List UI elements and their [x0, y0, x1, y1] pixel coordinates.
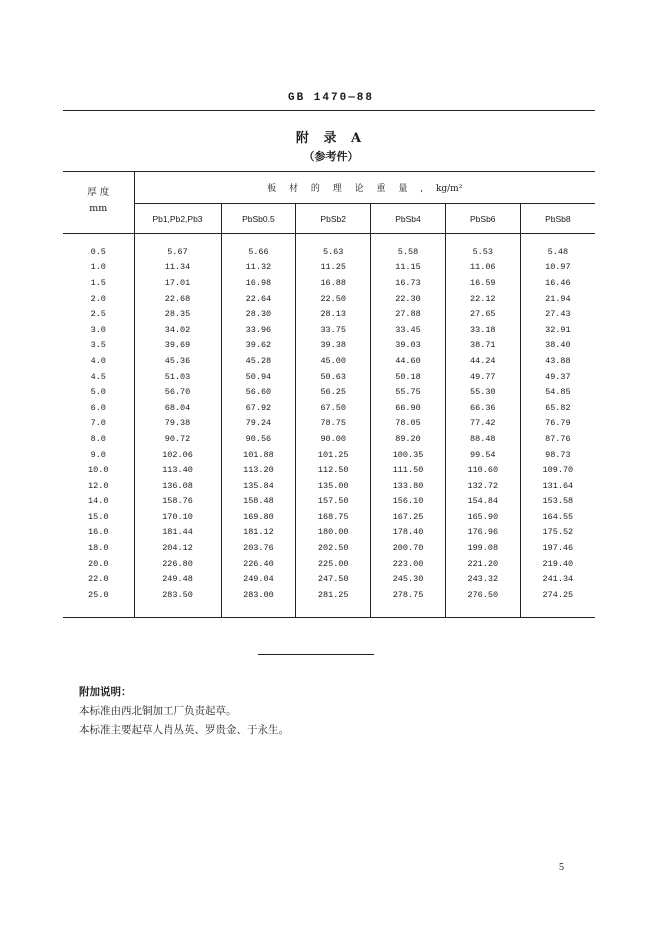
weight-cell: 38.40: [520, 338, 595, 354]
thickness-cell: 2.5: [90, 309, 106, 320]
weight-cell: 11.32: [221, 260, 296, 276]
weight-cell: 158.48: [221, 494, 296, 510]
spacer-cell: [134, 234, 221, 245]
weight-cell: 157.50: [296, 494, 371, 510]
weight-cell: 33.45: [371, 322, 446, 338]
weight-cell: 67.92: [221, 400, 296, 416]
weight-cell: 202.50: [296, 540, 371, 556]
weight-cell: 178.40: [371, 525, 446, 541]
weight-cell: 39.38: [296, 338, 371, 354]
weight-cell: 112.50: [296, 462, 371, 478]
thickness-cell: 12.0: [88, 480, 109, 491]
thickness-cell: 25.0: [63, 587, 134, 617]
appendix-subtitle: （参考件）: [303, 150, 359, 163]
weight-cell: 39.03: [371, 338, 446, 354]
weight-cell: 249.48: [134, 571, 221, 587]
weight-cell: 245.30: [371, 571, 446, 587]
notes-line: 本标准由西北铜加工厂负责起草。: [79, 705, 237, 717]
weight-cell: 221.20: [445, 556, 520, 572]
spacer-cell: [520, 234, 595, 245]
weight-cell: 283.50: [134, 587, 221, 617]
weight-cell: 16.98: [221, 275, 296, 291]
weight-cell: 131.64: [520, 478, 595, 494]
column-header: PbSb8: [520, 204, 595, 234]
thickness-cell: 8.0: [90, 433, 106, 444]
weight-cell: 158.76: [134, 494, 221, 510]
weight-cell: 66.36: [445, 400, 520, 416]
notes-title: 附加说明：: [79, 686, 132, 698]
weight-cell: 109.70: [520, 462, 595, 478]
weight-cell: 22.12: [445, 291, 520, 307]
weight-cell: 98.73: [520, 447, 595, 463]
weight-cell: 33.75: [296, 322, 371, 338]
table-row: [63, 587, 595, 617]
table-row: [63, 447, 595, 463]
table-row: [63, 306, 595, 322]
weight-cell: 51.03: [134, 369, 221, 385]
weight-cell: 283.00: [221, 587, 296, 617]
weight-cell: 50.18: [371, 369, 446, 385]
spacer-cell: [221, 234, 296, 245]
weight-cell: 133.80: [371, 478, 446, 494]
weight-cell: 204.12: [134, 540, 221, 556]
weight-cell: 68.04: [134, 400, 221, 416]
weight-cell: 66.90: [371, 400, 446, 416]
weight-cell: 33.18: [445, 322, 520, 338]
weight-cell: 225.00: [296, 556, 371, 572]
weight-cell: 87.76: [520, 431, 595, 447]
spacer-cell: [371, 234, 446, 245]
table-body: [63, 234, 595, 618]
weight-cell: 101.25: [296, 447, 371, 463]
thickness-label: 厚 度: [87, 187, 110, 198]
weight-cell: 45.28: [221, 353, 296, 369]
thickness-cell: 2.0: [90, 293, 106, 304]
spacer-cell: [445, 234, 520, 245]
thickness-cell: 20.0: [88, 558, 109, 569]
weight-cell: 27.88: [371, 306, 446, 322]
thickness-cell: 4.0: [90, 355, 106, 366]
weight-cell: 156.10: [371, 494, 446, 510]
thickness-cell: 0.5: [90, 246, 106, 257]
weight-cell: 67.50: [296, 400, 371, 416]
weight-cell: 176.96: [445, 525, 520, 541]
weight-cell: 164.55: [520, 509, 595, 525]
page-number: 5: [559, 862, 564, 873]
thickness-cell: 4.5: [90, 371, 106, 382]
weight-cell: 153.58: [520, 494, 595, 510]
weight-cell: 168.75: [296, 509, 371, 525]
table-row: [63, 494, 595, 510]
thickness-cell: 9.0: [90, 449, 106, 460]
weight-cell: 44.24: [445, 353, 520, 369]
weight-cell: 219.40: [520, 556, 595, 572]
weight-cell: 56.25: [296, 384, 371, 400]
thickness-cell: 16.0: [88, 527, 109, 538]
weight-group-unit: kg/m²: [435, 184, 463, 194]
weight-cell: 16.73: [371, 275, 446, 291]
column-header: PbSb4: [371, 204, 446, 234]
thickness-cell: 15.0: [88, 511, 109, 522]
weight-cell: 226.80: [134, 556, 221, 572]
weight-cell: 28.13: [296, 306, 371, 322]
weight-cell: 136.08: [134, 478, 221, 494]
thickness-cell: 6.0: [90, 402, 106, 413]
table-row: [63, 509, 595, 525]
weight-cell: 281.25: [296, 587, 371, 617]
weight-cell: 200.70: [371, 540, 446, 556]
table-row: [63, 431, 595, 447]
appendix-title: 附 录 A: [295, 131, 367, 146]
table-row: [63, 338, 595, 354]
table-row: [63, 540, 595, 556]
weight-cell: 39.62: [221, 338, 296, 354]
thickness-cell: 3.0: [90, 324, 106, 335]
weight-cell: 90.72: [134, 431, 221, 447]
notes-line: 本标准主要起草人肖丛英、罗贵金、于永生。: [79, 724, 289, 736]
thickness-cell: 3.5: [90, 340, 106, 351]
weight-cell: 50.63: [296, 369, 371, 385]
weight-cell: 180.00: [296, 525, 371, 541]
weight-cell: 5.63: [296, 244, 371, 260]
table-row: [63, 571, 595, 587]
weight-cell: 243.32: [445, 571, 520, 587]
weight-cell: 16.88: [296, 275, 371, 291]
weight-group-header: [134, 172, 595, 204]
thickness-cell: 5.0: [90, 387, 106, 398]
weight-cell: 113.40: [134, 462, 221, 478]
spacer-cell: [63, 234, 134, 245]
weight-cell: 28.35: [134, 306, 221, 322]
weight-cell: 79.38: [134, 416, 221, 432]
weight-cell: 89.20: [371, 431, 446, 447]
weight-cell: 78.75: [296, 416, 371, 432]
thickness-cell: 22.0: [88, 574, 109, 585]
weight-cell: 90.00: [296, 431, 371, 447]
thickness-cell: 18.0: [88, 543, 109, 554]
header-divider: [63, 110, 595, 111]
table-row: [63, 416, 595, 432]
weight-cell: 45.00: [296, 353, 371, 369]
thickness-unit: mm: [89, 203, 108, 214]
table-row: [63, 244, 595, 260]
table-row: [63, 353, 595, 369]
weight-cell: 56.70: [134, 384, 221, 400]
weight-cell: 27.43: [520, 306, 595, 322]
weight-cell: 77.42: [445, 416, 520, 432]
weight-cell: 49.77: [445, 369, 520, 385]
weight-cell: 10.97: [520, 260, 595, 276]
thickness-cell: 10.0: [88, 465, 109, 476]
weight-cell: 50.94: [221, 369, 296, 385]
weight-cell: 49.37: [520, 369, 595, 385]
weight-cell: 278.75: [371, 587, 446, 617]
column-header: PbSb2: [296, 204, 371, 234]
weight-cell: 22.50: [296, 291, 371, 307]
thickness-cell: 1.0: [90, 262, 106, 273]
weight-cell: 11.06: [445, 260, 520, 276]
weight-cell: 165.90: [445, 509, 520, 525]
weight-cell: 22.30: [371, 291, 446, 307]
weight-cell: 135.84: [221, 478, 296, 494]
weight-cell: 110.60: [445, 462, 520, 478]
weight-cell: 45.36: [134, 353, 221, 369]
weight-cell: 54.85: [520, 384, 595, 400]
column-header: PbSb6: [445, 204, 520, 234]
weight-cell: 5.53: [445, 244, 520, 260]
weight-cell: 38.71: [445, 338, 520, 354]
thickness-cell: 14.0: [88, 496, 109, 507]
weight-cell: 99.54: [445, 447, 520, 463]
weight-cell: 197.46: [520, 540, 595, 556]
weight-cell: 22.64: [221, 291, 296, 307]
column-header-row: [63, 204, 595, 234]
weight-cell: 65.82: [520, 400, 595, 416]
weight-cell: 56.60: [221, 384, 296, 400]
weight-cell: 241.34: [520, 571, 595, 587]
table-row: [63, 478, 595, 494]
table-row: [63, 384, 595, 400]
weight-cell: 27.65: [445, 306, 520, 322]
weight-cell: 5.58: [371, 244, 446, 260]
end-divider: [258, 654, 374, 655]
weight-cell: 132.72: [445, 478, 520, 494]
table-row: [63, 275, 595, 291]
weight-cell: 167.25: [371, 509, 446, 525]
weight-cell: 28.30: [221, 306, 296, 322]
weight-cell: 5.48: [520, 244, 595, 260]
weight-cell: 170.10: [134, 509, 221, 525]
weight-cell: 274.25: [520, 587, 595, 617]
thickness-cell: 1.5: [90, 277, 106, 288]
theoretical-weight-table: [63, 171, 595, 618]
column-header: PbSb0.5: [221, 204, 296, 234]
weight-cell: 100.35: [371, 447, 446, 463]
table-row: [63, 322, 595, 338]
weight-cell: 76.79: [520, 416, 595, 432]
weight-cell: 247.50: [296, 571, 371, 587]
table-spacer-row: [63, 234, 595, 245]
weight-cell: 101.88: [221, 447, 296, 463]
weight-cell: 90.56: [221, 431, 296, 447]
table-row: [63, 369, 595, 385]
table-row: [63, 556, 595, 572]
weight-cell: 34.02: [134, 322, 221, 338]
weight-cell: 11.34: [134, 260, 221, 276]
weight-cell: 226.40: [221, 556, 296, 572]
weight-cell: 175.52: [520, 525, 595, 541]
weight-cell: 11.15: [371, 260, 446, 276]
thickness-header: [63, 172, 134, 234]
weight-cell: 203.76: [221, 540, 296, 556]
weight-cell: 55.75: [371, 384, 446, 400]
weight-cell: 169.80: [221, 509, 296, 525]
weight-cell: 5.66: [221, 244, 296, 260]
weight-cell: 102.06: [134, 447, 221, 463]
weight-cell: 11.25: [296, 260, 371, 276]
weight-cell: 181.44: [134, 525, 221, 541]
weight-cell: 39.69: [134, 338, 221, 354]
weight-cell: 276.50: [445, 587, 520, 617]
table-row: [63, 400, 595, 416]
table-row: [63, 462, 595, 478]
table-row: [63, 291, 595, 307]
weight-cell: 154.84: [445, 494, 520, 510]
weight-cell: 43.88: [520, 353, 595, 369]
weight-cell: 17.01: [134, 275, 221, 291]
weight-cell: 88.48: [445, 431, 520, 447]
additional-notes: [79, 683, 289, 740]
weight-cell: 16.59: [445, 275, 520, 291]
weight-cell: 22.68: [134, 291, 221, 307]
weight-cell: 249.04: [221, 571, 296, 587]
thickness-cell: 7.0: [90, 418, 106, 429]
spacer-cell: [296, 234, 371, 245]
weight-cell: 111.50: [371, 462, 446, 478]
weight-cell: 44.60: [371, 353, 446, 369]
weight-cell: 79.24: [221, 416, 296, 432]
weight-cell: 78.05: [371, 416, 446, 432]
weight-cell: 33.96: [221, 322, 296, 338]
weight-group-label: 板 材 的 理 论 重 量 ,: [267, 184, 429, 194]
weight-cell: 181.12: [221, 525, 296, 541]
weight-cell: 21.94: [520, 291, 595, 307]
weight-cell: 135.00: [296, 478, 371, 494]
weight-cell: 55.30: [445, 384, 520, 400]
column-header: Pb1,Pb2,Pb3: [134, 204, 221, 234]
weight-cell: 199.08: [445, 540, 520, 556]
weight-cell: 5.67: [134, 244, 221, 260]
table-row: [63, 525, 595, 541]
weight-cell: 113.20: [221, 462, 296, 478]
weight-cell: 32.91: [520, 322, 595, 338]
weight-cell: 223.00: [371, 556, 446, 572]
standard-code: GB 1470—88: [287, 92, 374, 104]
weight-cell: 16.46: [520, 275, 595, 291]
table-row: [63, 260, 595, 276]
